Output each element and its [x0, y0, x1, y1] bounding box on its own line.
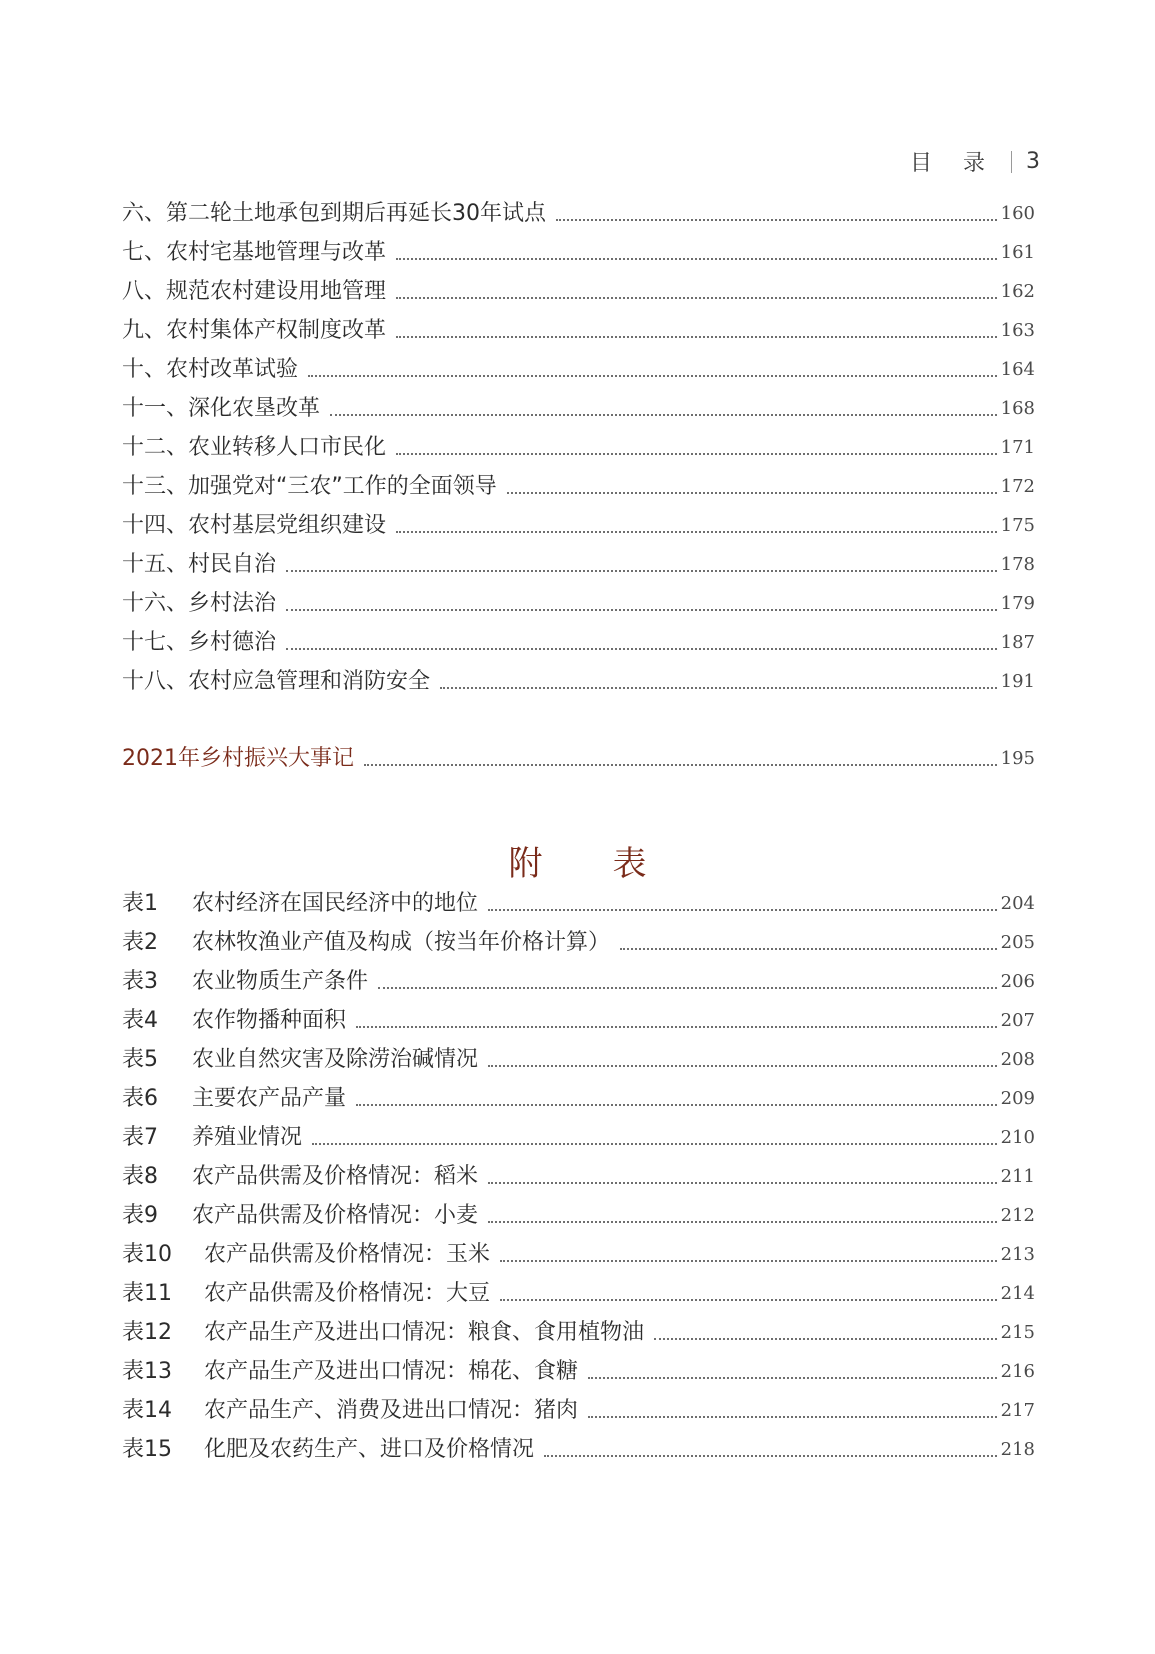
table-code: 表6: [122, 1086, 158, 1111]
table-page: 204: [1000, 893, 1035, 914]
appendix-table-entry[interactable]: [122, 1279, 1035, 1309]
table-code: 表7: [122, 1125, 158, 1150]
table-title: 农产品供需及价格情况：稻米: [192, 1164, 479, 1189]
appendix-table-entry[interactable]: [122, 1123, 1035, 1153]
appendix-heading: [0, 836, 1155, 885]
toc-entry-page: 162: [1000, 281, 1035, 302]
running-header: [910, 146, 1040, 177]
appendix-table-entry[interactable]: [122, 1006, 1035, 1036]
leader-dots: [396, 531, 997, 533]
table-code: 表13: [122, 1359, 172, 1384]
toc-entry-label: 十四、农村基层党组织建设: [122, 513, 387, 538]
appendix-table-entry[interactable]: [122, 1045, 1035, 1075]
header-page-number: 3: [1026, 149, 1040, 174]
header-separator: [1011, 151, 1012, 173]
table-page: 214: [1000, 1283, 1035, 1304]
table-code: 表1: [122, 891, 158, 916]
leader-dots: [500, 1260, 997, 1262]
toc-entry-page: 160: [1000, 203, 1035, 224]
toc-entry-label: 八、规范农村建设用地管理: [122, 279, 387, 304]
table-page: 211: [1000, 1166, 1035, 1187]
toc-entry[interactable]: [122, 589, 1035, 619]
toc-entry-label: 九、农村集体产权制度改革: [122, 318, 387, 343]
toc-entry-label: 六、第二轮土地承包到期后再延长30年试点: [122, 201, 546, 226]
toc-entry-page: 178: [1000, 554, 1035, 575]
table-title: 化肥及农药生产、进口及价格情况: [204, 1437, 535, 1462]
appendix-table-entry[interactable]: [122, 1201, 1035, 1231]
table-code: 表5: [122, 1047, 158, 1072]
leader-dots: [440, 687, 997, 689]
table-title: 农作物播种面积: [192, 1008, 347, 1033]
toc-entry[interactable]: [122, 355, 1035, 385]
appendix-table-entry[interactable]: [122, 1435, 1035, 1465]
toc-entry-page: 191: [1000, 671, 1035, 692]
header-title: 目 录: [910, 151, 997, 176]
leader-dots: [396, 297, 997, 299]
leader-dots: [356, 1026, 997, 1028]
toc-entry-page: 179: [1000, 593, 1035, 614]
table-title: 农村经济在国民经济中的地位: [192, 891, 479, 916]
toc-entry[interactable]: [122, 394, 1035, 424]
table-code: 表9: [122, 1203, 158, 1228]
table-code: 表4: [122, 1008, 158, 1033]
table-title: 农产品供需及价格情况：大豆: [204, 1281, 491, 1306]
table-page: 210: [1000, 1127, 1035, 1148]
leader-dots: [544, 1455, 997, 1457]
table-page: 216: [1000, 1361, 1035, 1382]
toc-entry[interactable]: [122, 550, 1035, 580]
leader-dots: [308, 375, 997, 377]
appendix-table-entry[interactable]: [122, 1162, 1035, 1192]
table-title: 农产品供需及价格情况：玉米: [204, 1242, 491, 1267]
toc-entry-label: 十五、村民自治: [122, 552, 277, 577]
table-title: 农林牧渔业产值及构成（按当年价格计算）: [192, 930, 611, 955]
toc-entry-page: 171: [1000, 437, 1035, 458]
appendix-table-entry[interactable]: [122, 928, 1035, 958]
leader-dots: [556, 219, 997, 221]
table-page: 209: [1000, 1088, 1035, 1109]
table-page: 217: [1000, 1400, 1035, 1421]
toc-entry-label: 十六、乡村法治: [122, 591, 277, 616]
toc-entry[interactable]: [122, 277, 1035, 307]
leader-dots: [286, 570, 997, 572]
table-page: 218: [1000, 1439, 1035, 1460]
leader-dots: [364, 764, 997, 766]
leader-dots: [396, 336, 997, 338]
leader-dots: [330, 414, 997, 416]
table-page: 206: [1000, 971, 1035, 992]
table-code: 表10: [122, 1242, 172, 1267]
toc-entry[interactable]: [122, 511, 1035, 541]
table-code: 表3: [122, 969, 158, 994]
table-code: 表14: [122, 1398, 172, 1423]
toc-entry-page: 172: [1000, 476, 1035, 497]
leader-dots: [588, 1377, 997, 1379]
appendix-table-entry[interactable]: [122, 1357, 1035, 1387]
toc-entry[interactable]: [122, 199, 1035, 229]
leader-dots: [488, 909, 997, 911]
toc-entry-page: 161: [1000, 242, 1035, 263]
table-code: 表12: [122, 1320, 172, 1345]
toc-entry[interactable]: [122, 628, 1035, 658]
table-title: 农产品生产及进出口情况：粮食、食用植物油: [204, 1320, 645, 1345]
appendix-table-entry[interactable]: [122, 1396, 1035, 1426]
leader-dots: [286, 609, 997, 611]
table-page: 213: [1000, 1244, 1035, 1265]
leader-dots: [312, 1143, 997, 1145]
table-code: 表15: [122, 1437, 172, 1462]
toc-entry-label: 十三、加强党对“三农”工作的全面领导: [122, 474, 497, 499]
toc-entry[interactable]: [122, 667, 1035, 697]
appendix-heading-char-2: 表: [612, 844, 647, 884]
table-page: 208: [1000, 1049, 1035, 1070]
toc-entry-label: 十七、乡村德治: [122, 630, 277, 655]
toc-entry-label: 十、农村改革试验: [122, 357, 299, 382]
leader-dots: [488, 1182, 997, 1184]
leader-dots: [507, 492, 997, 494]
appendix-table-entry[interactable]: [122, 1318, 1035, 1348]
toc-entry-page: 187: [1000, 632, 1035, 653]
toc-entry-label: 十一、深化农垦改革: [122, 396, 321, 421]
table-code: 表11: [122, 1281, 172, 1306]
events-page: 195: [1000, 748, 1035, 769]
toc-entry[interactable]: [122, 433, 1035, 463]
leader-dots: [654, 1338, 997, 1340]
leader-dots: [356, 1104, 997, 1106]
toc-entry[interactable]: [122, 472, 1035, 502]
table-page: 212: [1000, 1205, 1035, 1226]
appendix-table-entry[interactable]: [122, 1084, 1035, 1114]
table-page: 205: [1000, 932, 1035, 953]
appendix-heading-char-1: 附: [508, 844, 543, 884]
leader-dots: [396, 258, 997, 260]
table-code: 表2: [122, 930, 158, 955]
events-label: 2021年乡村振兴大事记: [122, 746, 354, 771]
table-title: 农产品生产、消费及进出口情况：猪肉: [204, 1398, 579, 1423]
table-title: 农业自然灾害及除涝治碱情况: [192, 1047, 479, 1072]
leader-dots: [488, 1065, 997, 1067]
table-title: 养殖业情况: [192, 1125, 303, 1150]
toc-entry-page: 168: [1000, 398, 1035, 419]
toc-entry-label: 七、农村宅基地管理与改革: [122, 240, 387, 265]
toc-entry[interactable]: [122, 316, 1035, 346]
table-title: 农业物质生产条件: [192, 969, 369, 994]
toc-entry-page: 175: [1000, 515, 1035, 536]
appendix-table-entry[interactable]: [122, 967, 1035, 997]
leader-dots: [620, 948, 997, 950]
table-code: 表8: [122, 1164, 158, 1189]
toc-entry[interactable]: [122, 238, 1035, 268]
table-title: 农产品生产及进出口情况：棉花、食糖: [204, 1359, 579, 1384]
leader-dots: [488, 1221, 997, 1223]
leader-dots: [378, 987, 997, 989]
toc-entry-events[interactable]: [122, 744, 1035, 774]
toc-entry-label: 十八、农村应急管理和消防安全: [122, 669, 431, 694]
toc-entry-page: 164: [1000, 359, 1035, 380]
table-page: 215: [1000, 1322, 1035, 1343]
appendix-table-entry[interactable]: [122, 889, 1035, 919]
leader-dots: [588, 1416, 997, 1418]
table-title: 农产品供需及价格情况：小麦: [192, 1203, 479, 1228]
leader-dots: [286, 648, 997, 650]
table-page: 207: [1000, 1010, 1035, 1031]
leader-dots: [396, 453, 997, 455]
toc-entry-label: 十二、农业转移人口市民化: [122, 435, 387, 460]
appendix-table-entry[interactable]: [122, 1240, 1035, 1270]
toc-entry-page: 163: [1000, 320, 1035, 341]
leader-dots: [500, 1299, 997, 1301]
table-title: 主要农产品产量: [192, 1086, 347, 1111]
